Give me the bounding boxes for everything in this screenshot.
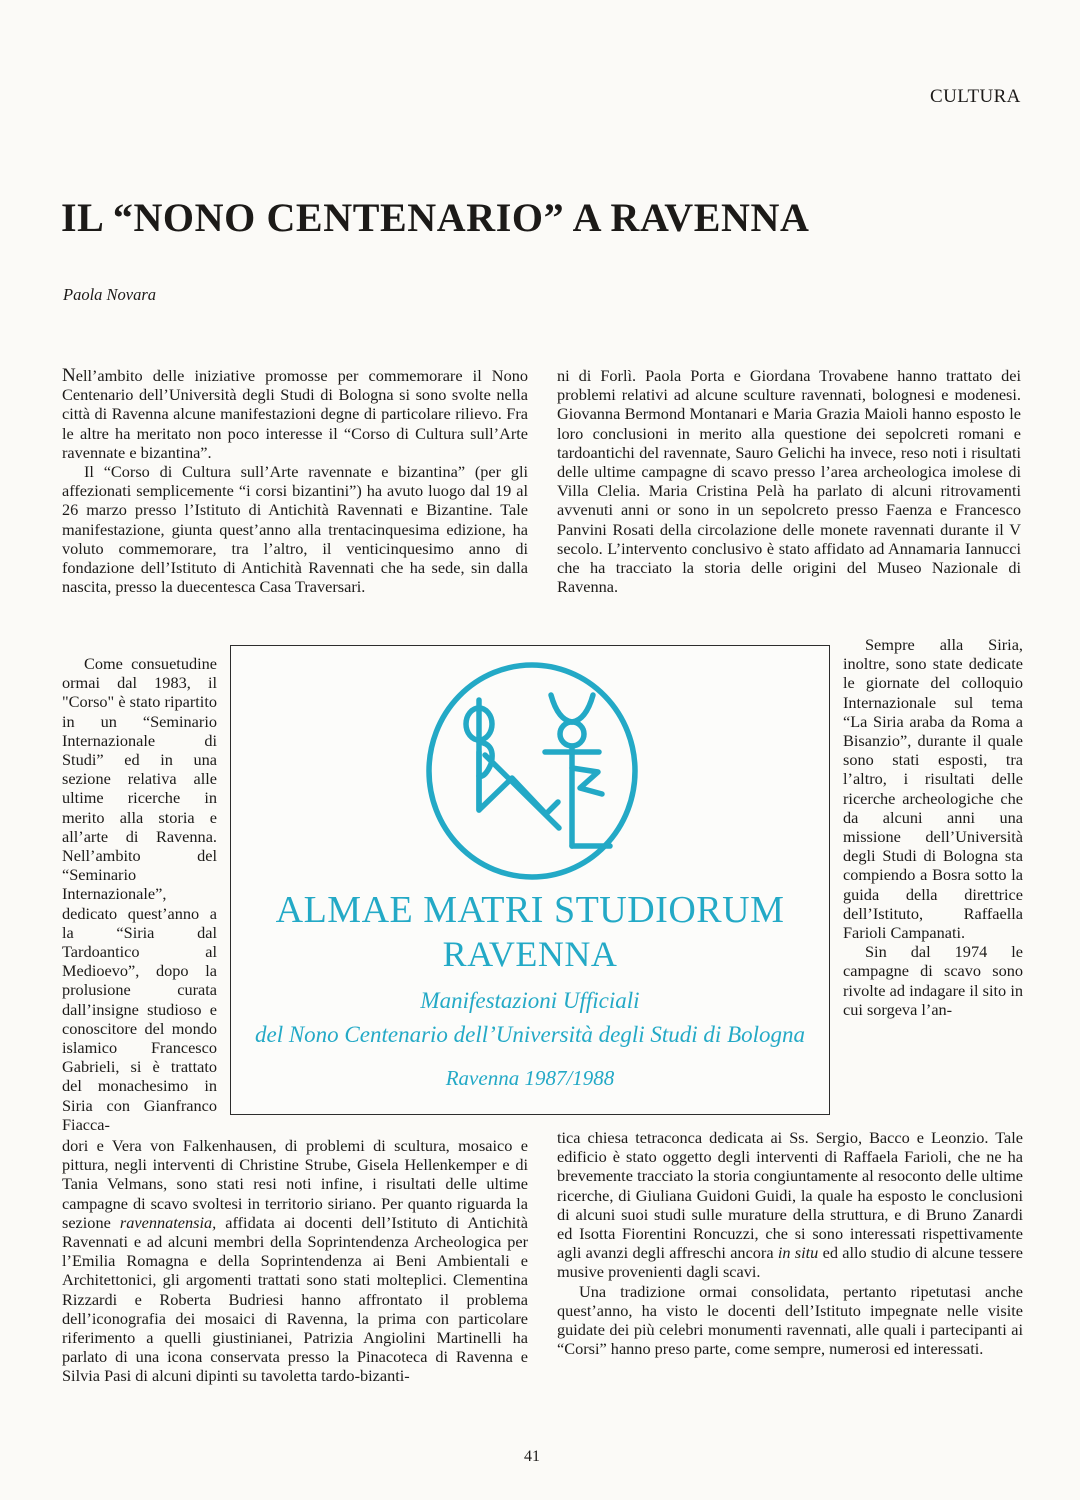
top-right-column	[557, 366, 1021, 596]
paragraph-5-text-b: ed allo studio di alcune tessere musive provenienti dagli scavi.	[557, 1243, 1023, 1282]
paragraph-3-start: Come consuetudine ormai dal 1983, il "Corso" è stato ripartito in un “Seminario Internazionale di Studi” ed in una sezione relativa alle ultime ricerche in merito alla storia e all’arte di Ravenna. Nell’ambito del “Seminario Internazionale”, dedicato quest’anno a la “Siria dal Tardoantico al Medioevo”, dopo la prolusione curata dall’insigne studioso e conoscitore del mondo islamico Francesco Gabrieli, si è trattato del monachesimo in Siria con Gianfranco Fiacca-	[62, 654, 217, 1134]
article-title: IL “NONO CENTENARIO” A RAVENNA	[61, 195, 810, 240]
paragraph-1	[62, 366, 528, 462]
ravenna-monogram-icon	[422, 660, 642, 882]
paragraph-3-text-a: dori e Vera von Falkenhausen, di problemi di scultura, mosaico e pittura, negli interventi di Christine Strube, Gisela Hellenkemper e di Tania Velmans, sono stati resi noti infine, i risultati delle ultime campagne di scavo svoltesi in territorio siriano. Per quanto riguarda la sezione	[62, 1136, 528, 1232]
paragraph-5-continued	[557, 1128, 1023, 1282]
motto-line-1: ALMAE MATRI STUDIORUM	[275, 889, 785, 931]
motto-line-2: RAVENNA	[442, 934, 618, 974]
left-narrow-column	[62, 654, 217, 1134]
page-number: 41	[524, 1448, 540, 1465]
paragraph-3-end: ni di Forlì. Paola Porta e Giordana Trovabene hanno trattato dei problemi relativi ad alcune sculture ravennati, bolognesi e modenesi. Giovanna Bermond Montanari e Maria Grazia Maioli hanno esposto le loro conclusioni in merito alla questione dei sepolcreti romani e tardoantichi del ravennate, Sauro Gelichi ha invece, reso noti i risultati delle ultime campagne di scavo presso l’area archeologica imolese di Villa Clelia. Maria Cristina Pelà ha parlato di alcuni ritrovamenti avvenuti anni or sono in un sepolcreto presso Faenza e Francesco Panvini Rosati della circolazione delle monete ravennati durante il V secolo. L’intervento conclusivo è stato affidato ad Annamaria Iannucci che ha tracciato la storia delle origini del Museo Nazionale di Ravenna.	[557, 366, 1021, 597]
section-label: CULTURA	[930, 86, 1021, 107]
emblem-subtitle-1: Manifestazioni Ufficiali	[420, 988, 640, 1013]
paragraph-4: Sempre alla Siria, inoltre, sono state dedicate le giornate del colloquio Internazionale sul tema “La Siria araba da Roma a Bisanzio”, durante il quale sono stati esposti, tra l’altro, i risultati delle ricerche archeologiche che da alcuni anni una missione dell’Università degli Studi di Bologna sta compiendo a Bosra sotto la guida della direttrice dell’Istituto, Raffaella Farioli Campanati.	[843, 635, 1023, 943]
intro-column	[62, 366, 528, 596]
paragraph-2: Il “Corso di Cultura sull’Arte ravennate e bizantina” (per gli affezionati semplicemente “i corsi bizantini”) ha avuto luogo dal 19 al 26 marzo presso l’Istituto di Antichità Ravennati e Bizantine. Tale manifestazione, giunta quest’anno alla trentacinquesima edizione, ha voluto commemorare, tra l’altro, il venticinquesimo anno di fondazione dell’Istituto di Antichità Ravennati che ha sede, sin dalla nascita, presso la duecentesca Casa Traversari.	[62, 462, 528, 597]
emblem-box	[230, 645, 830, 1115]
paragraph-3-text-b: affidata ai docenti dell’Istituto di Antichità Ravennati e ad alcuni membri della Soprintendenza Archeologica per l’Emilia Romagna e della Soprintendenza ai Beni Ambientali e Architettonici, gli argomenti trattati sono stati molteplici. Clementina Rizzardi e Roberta Budriesi hanno affrontato il problema dell’iconografia dei mosaici di Ravenna, la prima con particolare riferimento a quelli giustinianei, Patrizia Angiolini Martinelli ha parlato di una icona conservata presso la Pinacoteca di Ravenna e Silvia Pasi di alcuni dipinti su tavoletta tardo-bizanti-	[62, 1212, 528, 1386]
right-narrow-column	[843, 635, 1023, 1019]
paragraph-3-italic: ravennatensia,	[119, 1212, 217, 1232]
drop-cap: N	[62, 365, 76, 386]
paragraph-1-text: ell’ambito delle iniziative promosse per commemorare il Nono Centenario dell’Università degli Studi di Bologna si sono svolte nella città di Ravenna alcune manifestazioni degne di particolare rilievo. Fra le altre ha meritato non poco interesse il “Corso di Cultura sull’Arte ravennate e bizantina”.	[62, 366, 528, 462]
emblem-years: Ravenna 1987/1988	[445, 1066, 615, 1090]
bottom-right-column	[557, 1128, 1023, 1358]
paragraph-6: Una tradizione ormai consolidata, pertanto ripetutasi anche quest’anno, ha visto le docenti dell’Istituto impegnate nelle visite guidate dei più celebri monumenti ravennati, alle quali i partecipanti ai “Corsi” hanno preso parte, come sempre, numerosi ed interessati.	[557, 1281, 1023, 1359]
paragraph-3-continued	[62, 1136, 528, 1386]
emblem-subtitle-2: del Nono Centenario dell’Università degli Studi di Bologna	[254, 1022, 806, 1047]
paragraph-5-italic: in situ	[777, 1243, 819, 1263]
paragraph-5-text-a: tica chiesa tetraconca dedicata ai Ss. Sergio, Bacco e Leonzio. Tale edificio è stato oggetto degli interventi di Raffaela Farioli, che ne ha brevemente tracciato la storia congiuntamente al resoconto delle ultime ricerche, di Giuliana Guidoni Guidi, la quale ha esposto le conclusioni di alcuni suoi studi sulle murature della struttura, e di Bruno Zanardi ed Isotta Fiorentini Roncuzzi, che si sono interessati rispettivamente agli avanzi degli affreschi ancora	[557, 1128, 1023, 1263]
author-name: Paola Novara	[63, 285, 157, 304]
bottom-left-column	[62, 1136, 528, 1386]
paragraph-5-start: Sin dal 1974 le campagne di scavo sono rivolte ad indagare il sito in cui sorgeva l’an-	[843, 942, 1023, 1019]
